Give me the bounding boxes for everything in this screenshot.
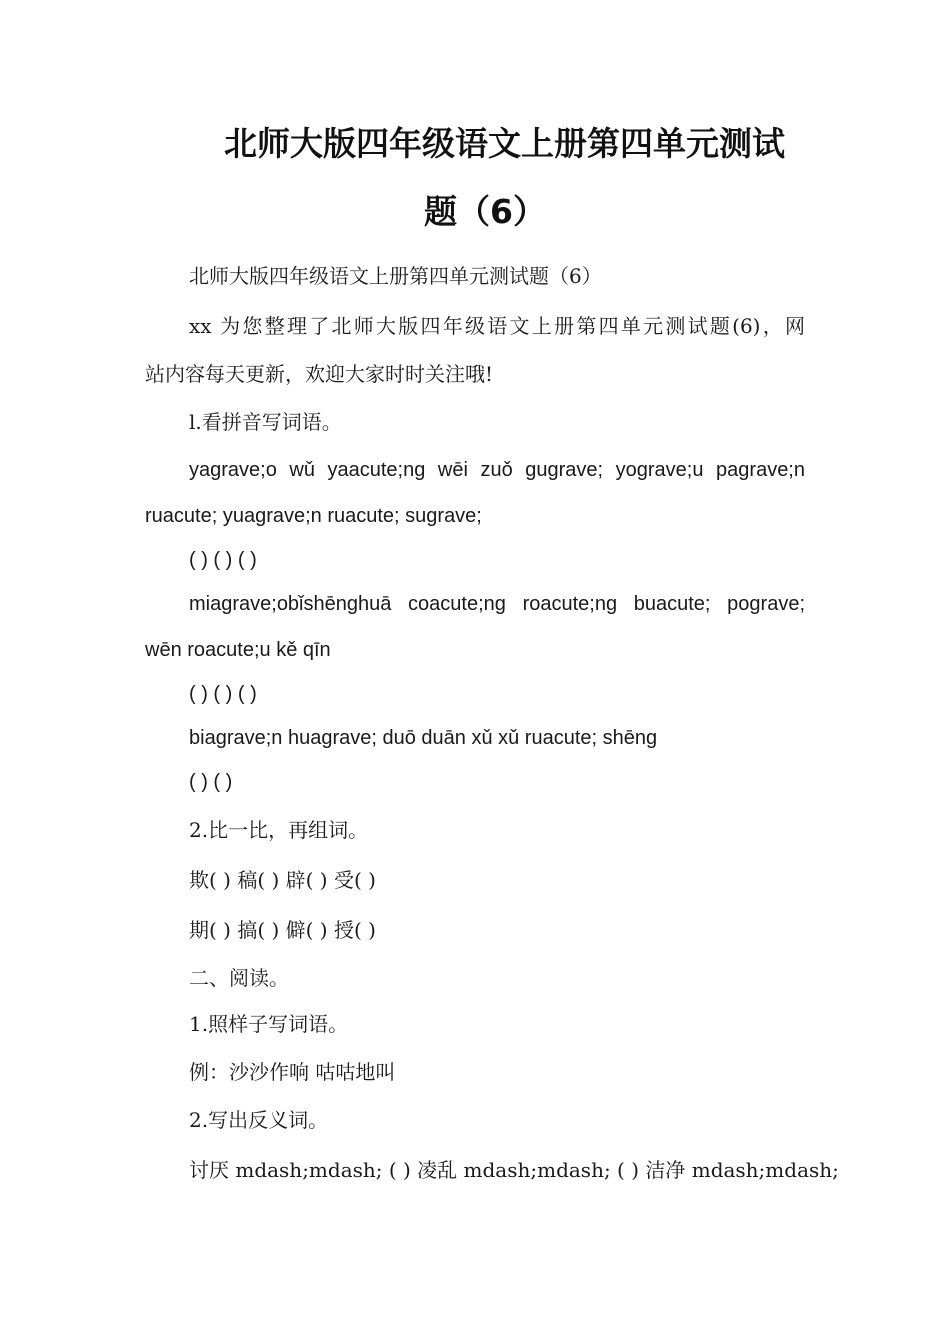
document-title-line-1: 北师大版四年级语文上册第四单元测试 — [224, 124, 785, 163]
pinyin-line-1-cont: ruacute; yuagrave;n ruacute; sugrave; — [145, 505, 482, 527]
section-heading-example: 1.照样子写词语。 — [189, 1012, 349, 1036]
document-title-line-2: 题（6） — [424, 192, 546, 231]
section-heading-compare: 2.比一比，再组词。 — [189, 818, 369, 842]
paragraph-intro-cont: 站内容每天更新，欢迎大家时时关注哦! — [145, 362, 494, 386]
pinyin-line-2: miagrave;obǐshēnghuā coacute;ng roacute;ng buacute; pograve; — [189, 593, 805, 615]
paragraph-subtitle: 北师大版四年级语文上册第四单元测试题（6） — [189, 264, 602, 288]
antonym-line: 讨厌 mdash;mdash; ( ) 凌乱 mdash;mdash; ( ) 洁净 mdash;mdash; — [189, 1158, 839, 1182]
example-line: 例：沙沙作响 咕咕地叫 — [189, 1060, 396, 1084]
section-heading-pinyin: l.看拼音写词语。 — [189, 410, 342, 434]
pinyin-line-3: biagrave;n huagrave; duō duān xǔ xǔ ruacute; shēng — [189, 727, 658, 749]
section-heading-antonym: 2.写出反义词。 — [189, 1108, 329, 1132]
answer-blanks-2: ( ) ( ) ( ) — [189, 683, 257, 705]
pinyin-line-2-cont: wēn roacute;u kě qīn — [145, 639, 331, 661]
answer-blanks-3: ( ) ( ) — [189, 771, 233, 793]
compare-row-1: 欺( ) 稿( ) 辟( ) 受( ) — [189, 868, 376, 892]
section-heading-reading: 二、阅读。 — [189, 966, 289, 990]
paragraph-intro: xx 为您整理了北师大版四年级语文上册第四单元测试题(6)，网 — [189, 314, 805, 338]
answer-blanks-1: ( ) ( ) ( ) — [189, 549, 257, 571]
pinyin-line-1: yagrave;o wǔ yaacute;ng wēi zuǒ gugrave; yograve;u pagrave;n — [189, 459, 805, 481]
compare-row-2: 期( ) 搞( ) 僻( ) 授( ) — [189, 918, 376, 942]
